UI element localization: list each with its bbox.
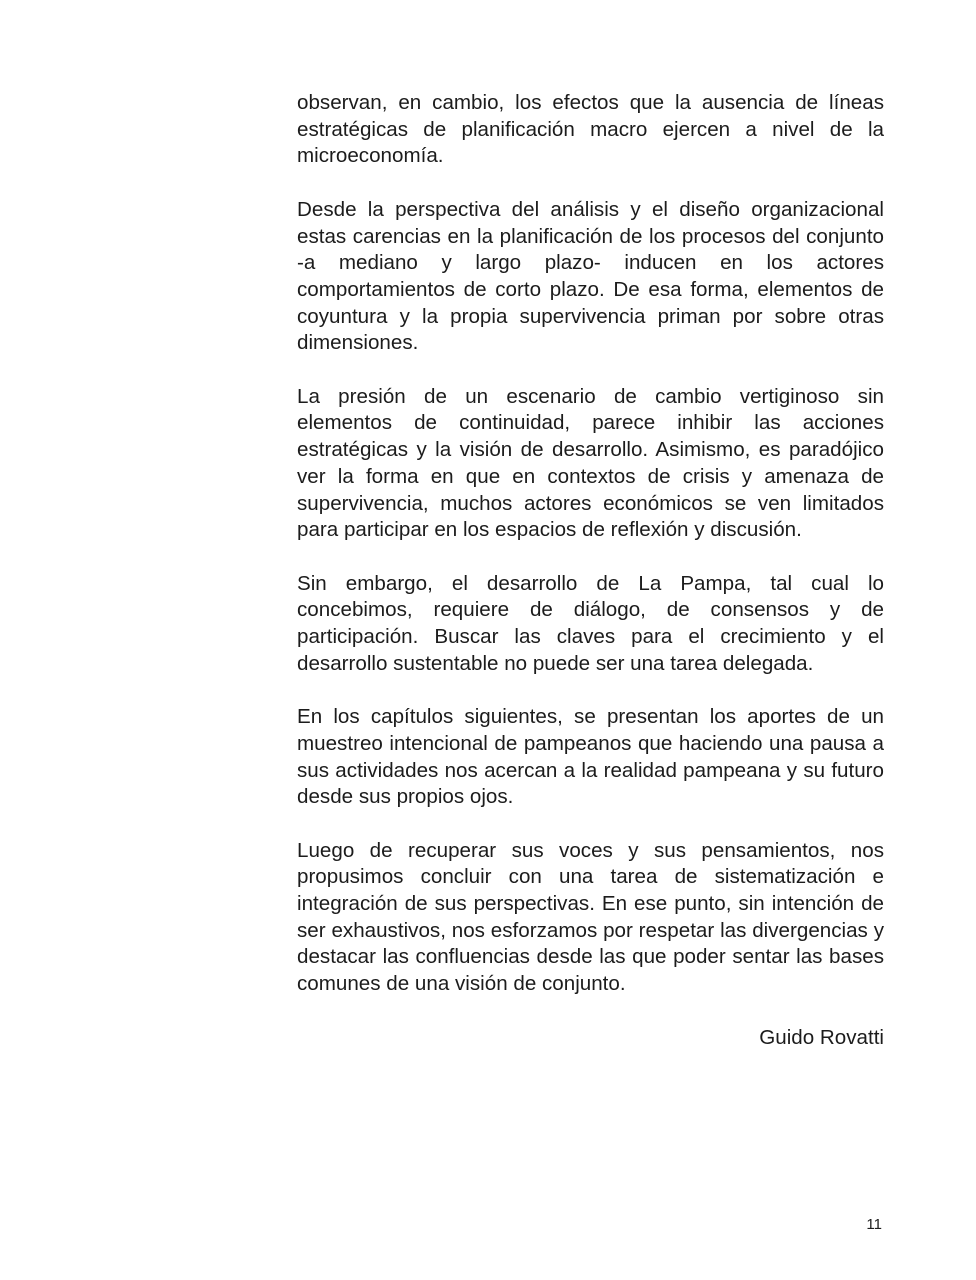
paragraph: Desde la perspectiva del análisis y el diseño organizacional estas carencias en la planificación de los procesos del conjunto -a mediano y largo plazo- inducen en los actores comportamientos de corto plazo. De esa forma, elementos de coyuntura y la propia supervivencia priman por sobre otras dimensiones. [297,197,884,355]
page-number: 11 [866,1216,882,1233]
paragraph: En los capítulos siguientes, se presentan los aportes de un muestreo intencional de pampeanos que haciendo una pausa a sus actividades nos acercan a la realidad pampeana y su futuro desde sus propios ojos. [297,705,884,809]
paragraph: observan, en cambio, los efectos que la ausencia de líneas estratégicas de planificación macro ejercen a nivel de la microeconomía. [297,91,884,168]
paragraph: Luego de recuperar sus voces y sus pensamientos, nos propusimos concluir con una tarea de sistematización e integración de sus perspectivas. En ese punto, sin intención de ser exhaustivos, nos esforzamos por respetar las divergencias y destacar las confluencias desde las que poder sentar las bases comunes de una visión de conjunto. [297,838,884,996]
paragraph: La presión de un escenario de cambio vertiginoso sin elementos de continuidad, parece inhibir las acciones estratégicas y la visión de desarrollo. Asimismo, es paradójico ver la forma en que en contextos de crisis y amenaza de supervivencia, muchos actores económicos se ven limitados para participar en los espacios de reflexión y discusión. [297,384,884,542]
author-signature: Guido Rovatti [759,1025,884,1049]
paragraph: Sin embargo, el desarrollo de La Pampa, tal cual lo concebimos, requiere de diálogo, de consensos y de participación. Buscar las claves para el crecimiento y el desarrollo sustentable no puede ser una tarea delegada. [297,571,884,675]
body-text-column [297,90,884,1078]
